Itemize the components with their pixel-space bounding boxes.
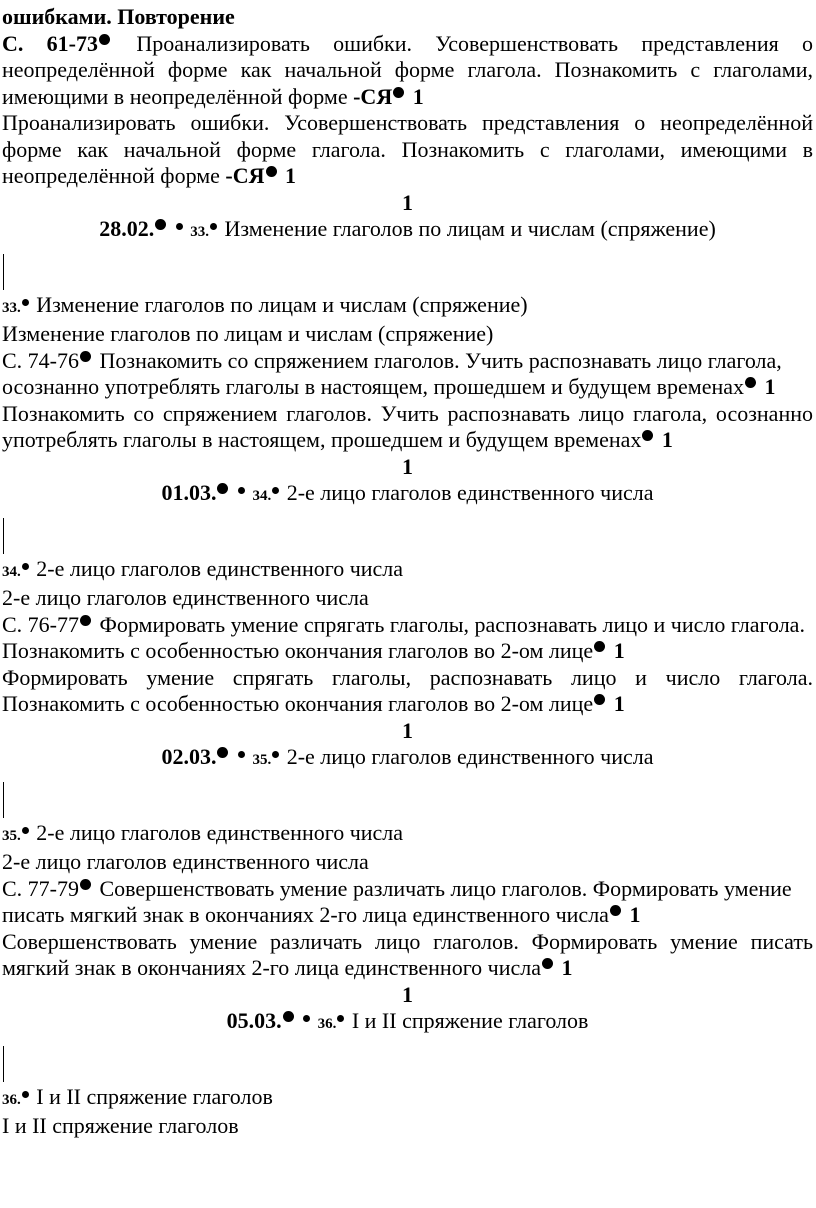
lesson-topic-repeat: 2-е лицо глаголов единственного числа — [2, 849, 369, 874]
lesson-topic: 2-е лицо глаголов единственного числа — [286, 480, 654, 505]
lesson-number: 34. — [2, 563, 21, 580]
bullet-icon — [80, 351, 91, 362]
lesson-number: 35. — [2, 827, 21, 844]
lesson-topic-line: 36. I и II спряжение глаголов — [2, 1083, 273, 1109]
hours-centered: 1 — [402, 453, 413, 479]
lesson-heading — [2, 1008, 813, 1038]
bullet-icon — [99, 34, 110, 45]
table-divider — [2, 510, 813, 556]
bullet-icon — [303, 1015, 310, 1022]
lesson-topic-repeat: I и II спряжение глаголов — [2, 1113, 239, 1138]
lesson-goal-repeat: Совершенствовать умение различать лицо глаголов. Формировать умение писать мягкий знак в окончаниях 2-го лица единственного числа 1 — [2, 928, 813, 980]
lesson-topic-line: 33. Изменение глаголов по лицам и числам (спряжение) — [2, 291, 528, 317]
lesson-topic-repeat: Изменение глаголов по лицам и числам (спряжение) — [2, 321, 494, 346]
bullet-icon — [176, 223, 183, 230]
suffix: -СЯ — [353, 83, 393, 109]
lesson-topic: Изменение глаголов по лицам и числам (спряжение) — [224, 216, 716, 241]
hours: 1 — [613, 691, 625, 716]
hours: 1 — [661, 427, 673, 452]
bullet-icon — [266, 166, 277, 177]
lesson-pages: С. 77-79 — [2, 875, 79, 901]
bullet-icon — [22, 1091, 29, 1098]
bullet-icon — [745, 377, 756, 388]
lesson-topic-line: 35. 2-е лицо глаголов единственного числа — [2, 819, 404, 845]
bullet-icon — [22, 827, 29, 834]
bullet-icon — [238, 751, 245, 758]
lesson-date: 28.02. — [99, 216, 155, 241]
bullet-icon — [217, 747, 228, 758]
bullet-icon — [272, 751, 279, 758]
hours: 1 — [764, 374, 776, 399]
lesson-date: 02.03. — [161, 744, 217, 769]
lesson-heading — [2, 744, 813, 774]
bullet-icon — [610, 905, 621, 916]
table-divider — [2, 246, 813, 292]
lesson-date: 05.03. — [226, 1008, 282, 1033]
lesson-topic-line: 34. 2-е лицо глаголов единственного числа — [2, 555, 404, 581]
bullet-icon — [80, 615, 91, 626]
hours: 1 — [412, 83, 424, 109]
lesson-goal: С. 74-76 Познакомить со спряжением глаголов. Учить распознавать лицо глагола, осознанно употреблять глаголы в настоящем, прошедшем и будущем временах 1 — [2, 347, 782, 399]
bullet-icon — [210, 223, 217, 230]
bullet-icon — [22, 563, 29, 570]
lesson-topic-repeat: 2-е лицо глаголов единственного числа — [2, 585, 369, 610]
bullet-icon — [642, 430, 653, 441]
lesson-number: 35. — [252, 752, 272, 768]
lesson-topic: I и II спряжение глаголов — [351, 1008, 589, 1033]
bullet-icon — [22, 299, 29, 306]
lesson-pages: С. 61-73 — [2, 30, 99, 56]
lesson-goal-repeat: Проанализировать ошибки. Усовершенствовать представления о неопределённой форме как начальной форме глагола. Познакомить с глаголами, имеющими в неопределённой форме -СЯ 1 — [2, 110, 813, 188]
lesson-goal: С. 61-73 Проанализировать ошибки. Усовершенствовать представления о неопределённой форме как начальной форме глагола. Познакомить с глаголами, имеющими в неопределённой форме -СЯ 1 — [2, 30, 814, 109]
lesson-heading — [2, 216, 813, 246]
hours: 1 — [629, 902, 641, 927]
hours-centered: 1 — [402, 717, 413, 743]
table-divider — [2, 1038, 813, 1084]
bullet-icon — [217, 483, 228, 494]
bullet-icon — [80, 879, 91, 890]
lesson-pages: С. 74-76 — [2, 347, 79, 373]
bullet-icon — [594, 641, 605, 652]
table-divider — [2, 774, 813, 820]
hours: 1 — [613, 638, 625, 663]
lesson-goal: С. 77-79 Совершенствовать умение различать лицо глаголов. Формировать умение писать мягкий знак в окончаниях 2-го лица единственного числа 1 — [2, 875, 792, 927]
suffix: -СЯ — [225, 163, 265, 188]
bullet-icon — [155, 219, 166, 230]
lesson-date: 01.03. — [161, 480, 217, 505]
lesson-heading — [2, 480, 813, 510]
lesson-number: 34. — [252, 488, 272, 504]
hours-centered: 1 — [402, 981, 413, 1007]
hours-centered: 1 — [402, 189, 413, 215]
bullet-icon — [337, 1015, 344, 1022]
bullet-icon — [542, 958, 553, 969]
lesson-goal-repeat: Познакомить со спряжением глаголов. Учить распознавать лицо глагола, осознанно употреблять глаголы в настоящем, прошедшем и будущем временах 1 — [2, 400, 813, 452]
lesson-number: 36. — [317, 1016, 337, 1032]
lesson-goal-repeat: Формировать умение спрягать глаголы, распознавать лицо и число глагола. Познакомить с особенностью окончания глаголов во 2-ом лице 1 — [2, 664, 813, 716]
hours: 1 — [561, 955, 573, 980]
lesson-number: 33. — [190, 224, 209, 240]
bullet-icon — [594, 694, 605, 705]
bullet-icon — [393, 87, 404, 98]
bullet-icon — [238, 487, 245, 494]
bullet-icon — [283, 1011, 294, 1022]
document-page — [2, 4, 813, 1140]
lesson-number: 36. — [2, 1091, 21, 1108]
lesson-pages: С. 76-77 — [2, 611, 79, 637]
hours: 1 — [285, 163, 297, 188]
lesson-goal: С. 76-77 Формировать умение спрягать глаголы, распознавать лицо и число глагола. Познакомить с особенностью окончания глаголов во 2-ом лице 1 — [2, 611, 805, 663]
lesson-number: 33. — [2, 299, 21, 316]
bullet-icon — [272, 487, 279, 494]
section-heading: ошибками. Повторение — [2, 4, 235, 29]
lesson-topic: 2-е лицо глаголов единственного числа — [286, 744, 654, 769]
